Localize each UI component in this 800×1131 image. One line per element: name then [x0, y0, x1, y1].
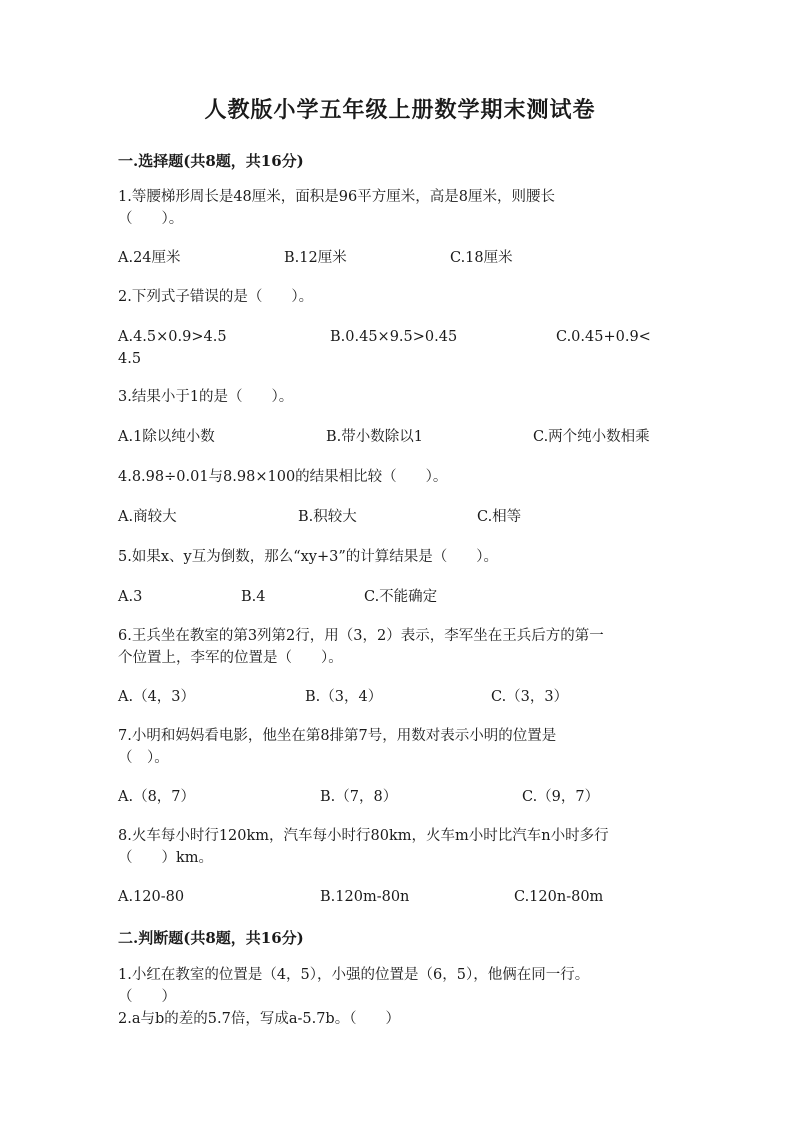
question-3-option-c: C.两个纯小数相乘	[533, 429, 650, 445]
question-8-option-c: C.120n-80m	[514, 889, 604, 905]
question-1-line-1: 1.等腰梯形周长是48厘米，面积是96平方厘米，高是8厘米，则腰长	[118, 189, 555, 205]
question-4-option-c: C.相等	[477, 509, 522, 525]
question-2-option-b: B.0.45×9.5>0.45	[330, 329, 458, 345]
question-5-option-b: B.4	[241, 589, 266, 605]
question-8-line-1: 8.火车每小时行120km，汽车每小时行80km，火车m小时比汽车n小时多行	[118, 828, 609, 844]
question-3-option-a: A.1除以纯小数	[118, 429, 215, 445]
question-4-option-a: A.商较大	[118, 509, 177, 525]
tf-question-1-line-1: 1.小红在教室的位置是（4，5），小强的位置是（6，5），他俩在同一行。	[118, 967, 590, 983]
question-2-option-c: C.0.45+0.9<	[556, 329, 651, 345]
question-7-line-1: 7.小明和妈妈看电影，他坐在第8排第7号，用数对表示小明的位置是	[118, 728, 557, 744]
question-3-line-1: 3.结果小于1的是（ ）。	[118, 389, 294, 405]
question-4-line-1: 4.8.98÷0.01与8.98×100的结果相比较（ ）。	[118, 469, 448, 485]
question-1-line-2: （ ）。	[118, 211, 184, 227]
question-7-option-c: C.（9，7）	[522, 789, 600, 805]
tf-question-2-line-1: 2.a与b的差的5.7倍，写成a-5.7b。（ ）	[118, 1011, 400, 1027]
question-3-option-b: B.带小数除以1	[326, 429, 423, 445]
question-6-line-2: 个位置上，李军的位置是（ ）。	[118, 650, 343, 666]
question-6-option-a: A.（4，3）	[118, 689, 196, 705]
question-2-line-1: 2.下列式子错误的是（ ）。	[118, 289, 314, 305]
question-8-line-2: （ ）km。	[118, 850, 214, 866]
question-7-option-a: A.（8，7）	[118, 789, 196, 805]
page-title: 人教版小学五年级上册数学期末测试卷	[204, 97, 596, 123]
question-6-option-b: B.（3，4）	[305, 689, 383, 705]
question-7-option-b: B.（7，8）	[320, 789, 398, 805]
question-2-option-a: A.4.5×0.9>4.5	[118, 329, 227, 345]
tf-question-1-line-2: （ ）	[118, 989, 176, 1005]
question-8-option-a: A.120-80	[118, 889, 185, 905]
question-2-option-c-continued: 4.5	[118, 351, 142, 367]
question-8-option-b: B.120m-80n	[320, 889, 410, 905]
question-1-option-c: C.18厘米	[450, 250, 513, 266]
question-6-line-1: 6.王兵坐在教室的第3列第2行，用（3，2）表示，李军坐在王兵后方的第一	[118, 628, 604, 644]
question-7-line-2: （ ）。	[118, 750, 169, 766]
question-1-option-b: B.12厘米	[284, 250, 347, 266]
question-5-line-1: 5.如果x、y互为倒数，那么“xy+3”的计算结果是（ ）。	[118, 549, 499, 565]
question-4-option-b: B.积较大	[298, 509, 357, 525]
question-5-option-c: C.不能确定	[364, 589, 438, 605]
question-6-option-c: C.（3，3）	[491, 689, 569, 705]
question-1-option-a: A.24厘米	[118, 250, 181, 266]
section-heading-true-false: 二.判断题(共8题，共16分)	[118, 929, 304, 947]
section-heading-choice: 一.选择题(共8题，共16分)	[118, 152, 304, 170]
question-5-option-a: A.3	[118, 589, 143, 605]
